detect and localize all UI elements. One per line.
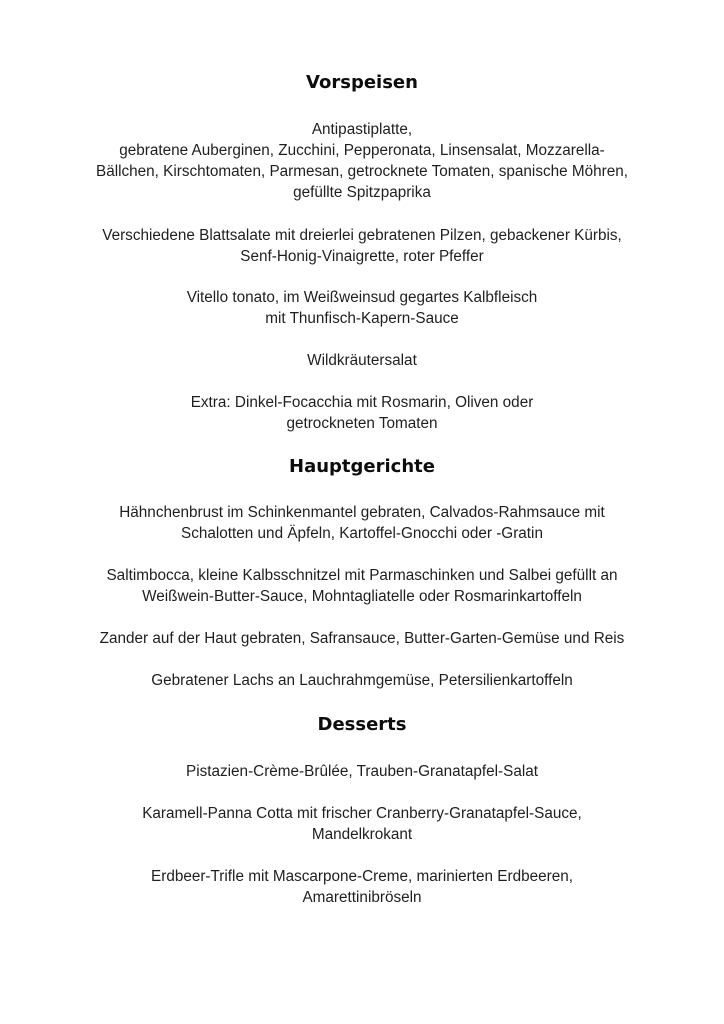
menu-item (0, 502, 724, 544)
menu-item-line: Vitello tonato, im Weißweinsud gegartes Kalbfleisch (186, 289, 538, 306)
menu-item-line: Erdbeer-Trifle mit Mascarpone-Creme, marinierten Erdbeeren, (151, 868, 573, 885)
menu-item-line: Weißwein-Butter-Sauce, Mohntagliatelle oder Rosmarinkartoffeln (142, 588, 582, 605)
menu-item-line: Pistazien-Crème-Brûlée, Trauben-Granatapfel-Salat (186, 763, 538, 780)
menu-item-line: Extra: Dinkel-Focacchia mit Rosmarin, Oliven oder (190, 394, 534, 411)
menu-item (0, 350, 724, 371)
menu-item (0, 565, 724, 607)
menu-item-line: Antipastiplatte, (311, 121, 413, 138)
section-heading-desserts: Desserts (317, 714, 407, 735)
section-heading-vorspeisen: Vorspeisen (306, 72, 418, 93)
menu-item (0, 119, 724, 203)
menu-item-line: Bällchen, Kirschtomaten, Parmesan, getrocknete Tomaten, spanische Möhren, (96, 163, 628, 180)
menu-item-line: Mandelkrokant (311, 826, 413, 843)
menu-item-line: Gebratener Lachs an Lauchrahmgemüse, Petersilienkartoffeln (151, 672, 573, 689)
menu-item (0, 287, 724, 329)
menu-item-line: getrockneten Tomaten (286, 415, 438, 432)
menu-item-line: mit Thunfisch-Kapern-Sauce (265, 310, 459, 327)
menu-item (0, 670, 724, 691)
menu-item-line: Hähnchenbrust im Schinkenmantel gebraten, Calvados-Rahmsauce mit (119, 504, 605, 521)
menu-item-line: Senf-Honig-Vinaigrette, roter Pfeffer (240, 248, 484, 265)
menu-item (0, 866, 724, 908)
section-heading-hauptgerichte: Hauptgerichte (289, 456, 435, 477)
menu-item-line: Schalotten und Äpfeln, Kartoffel-Gnocchi oder -Gratin (181, 525, 543, 542)
menu-item-line: Zander auf der Haut gebraten, Safransauce, Butter-Garten-Gemüse und Reis (99, 630, 625, 647)
menu-item (0, 761, 724, 782)
menu-item (0, 803, 724, 845)
menu-item-line: gefüllte Spitzpaprika (293, 184, 431, 201)
menu-item (0, 225, 724, 267)
menu-item-line: Saltimbocca, kleine Kalbsschnitzel mit Parmaschinken und Salbei gefüllt an (106, 567, 618, 584)
menu-item (0, 628, 724, 649)
menu-item-line: Wildkräutersalat (307, 352, 417, 369)
menu-item-line: Verschiedene Blattsalate mit dreierlei gebratenen Pilzen, gebackener Kürbis, (102, 227, 622, 244)
menu-item-line: gebratene Auberginen, Zucchini, Pepperonata, Linsensalat, Mozzarella- (119, 142, 605, 159)
menu-item-line: Karamell-Panna Cotta mit frischer Cranberry-Granatapfel-Sauce, (142, 805, 582, 822)
menu-item (0, 392, 724, 434)
menu-item-line: Amarettinibröseln (302, 889, 422, 906)
